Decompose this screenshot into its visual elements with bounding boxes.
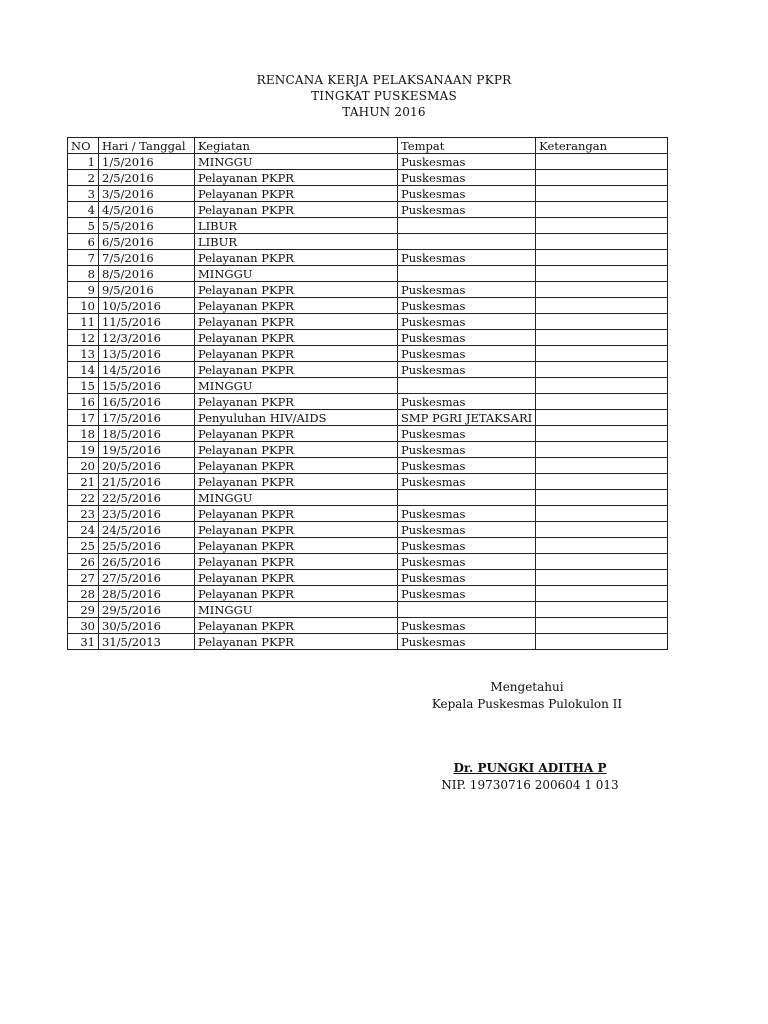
cell-place: Puskesmas [398, 586, 536, 602]
cell-date: 15/5/2016 [99, 378, 195, 394]
cell-activity: Pelayanan PKPR [195, 474, 398, 490]
table-row [68, 618, 668, 634]
cell-date: 26/5/2016 [99, 554, 195, 570]
table-row [68, 234, 668, 250]
table-row [68, 490, 668, 506]
cell-date: 14/5/2016 [99, 362, 195, 378]
cell-notes [536, 234, 668, 250]
cell-date: 28/5/2016 [99, 586, 195, 602]
header-notes: Keterangan [536, 138, 668, 154]
cell-no: 9 [68, 282, 99, 298]
cell-place: Puskesmas [398, 330, 536, 346]
table-row [68, 298, 668, 314]
cell-notes [536, 298, 668, 314]
table-row [68, 282, 668, 298]
table-row [68, 170, 668, 186]
cell-place [398, 234, 536, 250]
cell-no: 1 [68, 154, 99, 170]
cell-activity: Pelayanan PKPR [195, 618, 398, 634]
cell-notes [536, 410, 668, 426]
cell-place: Puskesmas [398, 346, 536, 362]
table-row [68, 410, 668, 426]
cell-date: 30/5/2016 [99, 618, 195, 634]
cell-place: Puskesmas [398, 458, 536, 474]
cell-date: 7/5/2016 [99, 250, 195, 266]
cell-notes [536, 314, 668, 330]
cell-place: Puskesmas [398, 442, 536, 458]
cell-activity: Pelayanan PKPR [195, 426, 398, 442]
table-row [68, 442, 668, 458]
cell-place [398, 490, 536, 506]
cell-activity: Pelayanan PKPR [195, 298, 398, 314]
cell-notes [536, 362, 668, 378]
cell-date: 8/5/2016 [99, 266, 195, 282]
cell-notes [536, 538, 668, 554]
cell-activity: Pelayanan PKPR [195, 586, 398, 602]
cell-no: 30 [68, 618, 99, 634]
document-year: TAHUN 2016 [342, 105, 426, 119]
cell-activity: Pelayanan PKPR [195, 634, 398, 650]
cell-no: 27 [68, 570, 99, 586]
cell-activity: LIBUR [195, 218, 398, 234]
cell-activity: Pelayanan PKPR [195, 346, 398, 362]
cell-no: 16 [68, 394, 99, 410]
table-row [68, 538, 668, 554]
cell-place: Puskesmas [398, 426, 536, 442]
cell-date: 1/5/2016 [99, 154, 195, 170]
cell-no: 26 [68, 554, 99, 570]
cell-activity: Pelayanan PKPR [195, 186, 398, 202]
cell-date: 17/5/2016 [99, 410, 195, 426]
cell-notes [536, 442, 668, 458]
cell-no: 24 [68, 522, 99, 538]
header-no: NO [68, 138, 99, 154]
cell-no: 12 [68, 330, 99, 346]
cell-notes [536, 282, 668, 298]
work-plan-table [67, 137, 668, 650]
cell-date: 21/5/2016 [99, 474, 195, 490]
cell-place: Puskesmas [398, 474, 536, 490]
cell-date: 4/5/2016 [99, 202, 195, 218]
cell-activity: Pelayanan PKPR [195, 522, 398, 538]
table-row [68, 346, 668, 362]
cell-activity: Pelayanan PKPR [195, 314, 398, 330]
table-row [68, 394, 668, 410]
cell-notes [536, 426, 668, 442]
cell-activity: Pelayanan PKPR [195, 538, 398, 554]
cell-notes [536, 250, 668, 266]
signatory-position: Kepala Puskesmas Pulokulon II [431, 697, 623, 711]
cell-date: 31/5/2013 [99, 634, 195, 650]
cell-activity: Pelayanan PKPR [195, 458, 398, 474]
cell-activity: Pelayanan PKPR [195, 570, 398, 586]
cell-place: Puskesmas [398, 282, 536, 298]
cell-activity: Pelayanan PKPR [195, 330, 398, 346]
cell-place: Puskesmas [398, 170, 536, 186]
cell-date: 27/5/2016 [99, 570, 195, 586]
cell-notes [536, 330, 668, 346]
cell-date: 16/5/2016 [99, 394, 195, 410]
cell-notes [536, 266, 668, 282]
cell-date: 23/5/2016 [99, 506, 195, 522]
table-row [68, 506, 668, 522]
table-row [68, 314, 668, 330]
cell-notes [536, 474, 668, 490]
table-row [68, 586, 668, 602]
cell-no: 31 [68, 634, 99, 650]
table-row [68, 202, 668, 218]
table-row [68, 154, 668, 170]
signatory-nip: NIP. 19730716 200604 1 013 [441, 778, 619, 792]
table-row [68, 362, 668, 378]
cell-place: Puskesmas [398, 634, 536, 650]
table-row [68, 602, 668, 618]
table-row [68, 634, 668, 650]
cell-notes [536, 570, 668, 586]
cell-date: 11/5/2016 [99, 314, 195, 330]
cell-notes [536, 602, 668, 618]
cell-activity: Pelayanan PKPR [195, 362, 398, 378]
cell-place: Puskesmas [398, 506, 536, 522]
cell-place: SMP PGRI JETAKSARI [398, 410, 536, 426]
cell-activity: LIBUR [195, 234, 398, 250]
table-row [68, 522, 668, 538]
cell-no: 28 [68, 586, 99, 602]
table-row [68, 218, 668, 234]
cell-notes [536, 154, 668, 170]
table-row [68, 186, 668, 202]
cell-activity: Pelayanan PKPR [195, 250, 398, 266]
cell-no: 25 [68, 538, 99, 554]
cell-date: 29/5/2016 [99, 602, 195, 618]
cell-notes [536, 218, 668, 234]
cell-notes [536, 490, 668, 506]
cell-no: 21 [68, 474, 99, 490]
table-row [68, 474, 668, 490]
cell-activity: MINGGU [195, 266, 398, 282]
cell-place: Puskesmas [398, 570, 536, 586]
cell-no: 13 [68, 346, 99, 362]
cell-notes [536, 522, 668, 538]
cell-notes [536, 458, 668, 474]
table-row [68, 330, 668, 346]
header-activity: Kegiatan [195, 138, 398, 154]
table-row [68, 570, 668, 586]
cell-no: 23 [68, 506, 99, 522]
cell-activity: MINGGU [195, 602, 398, 618]
cell-notes [536, 346, 668, 362]
cell-place: Puskesmas [398, 202, 536, 218]
cell-no: 5 [68, 218, 99, 234]
header-date: Hari / Tanggal [99, 138, 195, 154]
cell-no: 8 [68, 266, 99, 282]
cell-place [398, 266, 536, 282]
cell-place: Puskesmas [398, 250, 536, 266]
table-row [68, 458, 668, 474]
cell-no: 17 [68, 410, 99, 426]
cell-notes [536, 378, 668, 394]
table-row [68, 250, 668, 266]
cell-place: Puskesmas [398, 298, 536, 314]
cell-no: 29 [68, 602, 99, 618]
cell-date: 2/5/2016 [99, 170, 195, 186]
cell-activity: MINGGU [195, 378, 398, 394]
cell-date: 24/5/2016 [99, 522, 195, 538]
acknowledged-label: Mengetahui [490, 680, 564, 694]
cell-place: Puskesmas [398, 394, 536, 410]
header-place: Tempat [398, 138, 536, 154]
cell-notes [536, 170, 668, 186]
cell-date: 3/5/2016 [99, 186, 195, 202]
table-row [68, 426, 668, 442]
cell-date: 19/5/2016 [99, 442, 195, 458]
cell-date: 13/5/2016 [99, 346, 195, 362]
table-header-row [68, 138, 668, 154]
cell-no: 14 [68, 362, 99, 378]
cell-activity: MINGGU [195, 490, 398, 506]
cell-activity: Pelayanan PKPR [195, 506, 398, 522]
cell-notes [536, 202, 668, 218]
cell-date: 25/5/2016 [99, 538, 195, 554]
cell-notes [536, 634, 668, 650]
cell-no: 3 [68, 186, 99, 202]
cell-notes [536, 618, 668, 634]
cell-activity: Pelayanan PKPR [195, 170, 398, 186]
table-row [68, 266, 668, 282]
cell-place [398, 218, 536, 234]
cell-no: 6 [68, 234, 99, 250]
cell-notes [536, 554, 668, 570]
table-body [68, 154, 668, 650]
cell-notes [536, 186, 668, 202]
cell-no: 10 [68, 298, 99, 314]
cell-activity: MINGGU [195, 154, 398, 170]
cell-date: 9/5/2016 [99, 282, 195, 298]
cell-no: 18 [68, 426, 99, 442]
cell-date: 20/5/2016 [99, 458, 195, 474]
cell-no: 15 [68, 378, 99, 394]
cell-no: 19 [68, 442, 99, 458]
document-title: RENCANA KERJA PELAKSANAAN PKPR [256, 73, 512, 87]
cell-date: 12/3/2016 [99, 330, 195, 346]
cell-no: 4 [68, 202, 99, 218]
cell-activity: Pelayanan PKPR [195, 442, 398, 458]
cell-place: Puskesmas [398, 522, 536, 538]
cell-place [398, 602, 536, 618]
cell-date: 5/5/2016 [99, 218, 195, 234]
cell-no: 7 [68, 250, 99, 266]
cell-date: 22/5/2016 [99, 490, 195, 506]
signatory-name: Dr. PUNGKI ADITHA P [453, 761, 607, 775]
cell-date: 18/5/2016 [99, 426, 195, 442]
document-subtitle: TINGKAT PUSKESMAS [311, 89, 457, 103]
cell-place: Puskesmas [398, 554, 536, 570]
cell-no: 2 [68, 170, 99, 186]
cell-place: Puskesmas [398, 538, 536, 554]
cell-no: 20 [68, 458, 99, 474]
cell-place [398, 378, 536, 394]
cell-place: Puskesmas [398, 362, 536, 378]
cell-notes [536, 394, 668, 410]
table-row [68, 378, 668, 394]
cell-place: Puskesmas [398, 314, 536, 330]
cell-activity: Pelayanan PKPR [195, 554, 398, 570]
cell-no: 11 [68, 314, 99, 330]
cell-date: 10/5/2016 [99, 298, 195, 314]
cell-place: Puskesmas [398, 618, 536, 634]
cell-date: 6/5/2016 [99, 234, 195, 250]
table-row [68, 554, 668, 570]
cell-no: 22 [68, 490, 99, 506]
cell-place: Puskesmas [398, 186, 536, 202]
cell-place: Puskesmas [398, 154, 536, 170]
cell-activity: Penyuluhan HIV/AIDS [195, 410, 398, 426]
cell-notes [536, 586, 668, 602]
cell-activity: Pelayanan PKPR [195, 394, 398, 410]
cell-activity: Pelayanan PKPR [195, 202, 398, 218]
cell-notes [536, 506, 668, 522]
cell-activity: Pelayanan PKPR [195, 282, 398, 298]
